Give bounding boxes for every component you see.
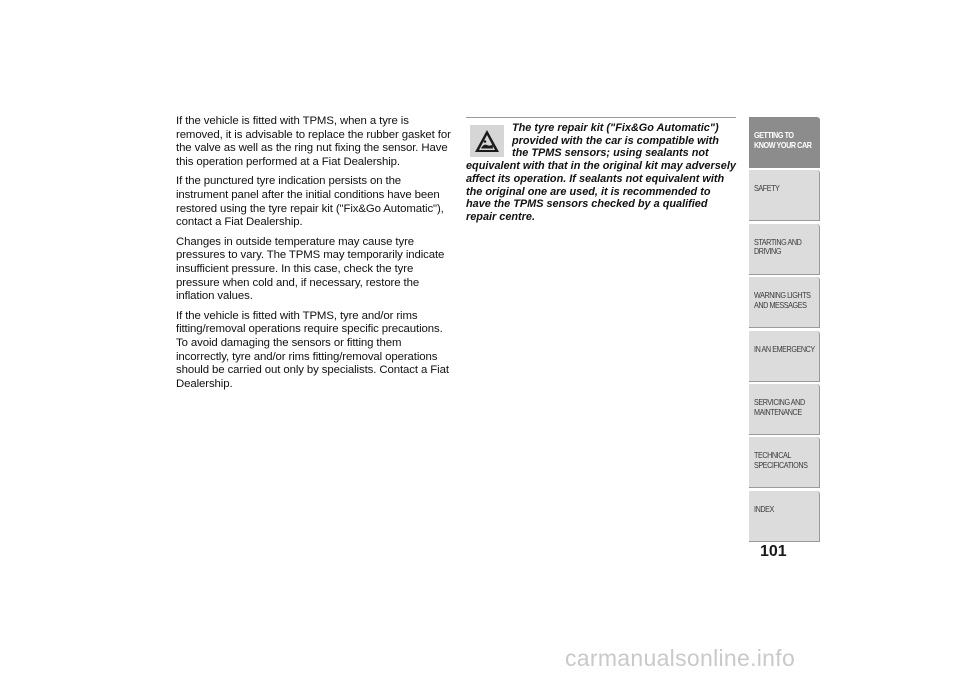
warning-icon-box bbox=[470, 125, 504, 157]
paragraph-fitting-removal: If the vehicle is fitted with TPMS, tyre and/or rims fitting/removal operations require specific precautions. To avoid damaging the sensors or fitting them incorrectly, tyre and/or rims fitting/removal operations should be carried out only by specialists. Contact a Fiat Dealership. bbox=[176, 309, 449, 390]
tab-servicing-and-maintenance[interactable] bbox=[749, 384, 820, 435]
tab-index[interactable] bbox=[749, 491, 820, 542]
tab-label: INDEX bbox=[754, 503, 774, 514]
warning-divider bbox=[466, 117, 736, 118]
tab-label: WARNING LIGHTS AND MESSAGES bbox=[754, 290, 811, 310]
tab-label: SAFETY bbox=[754, 183, 780, 194]
tab-label: TECHNICAL SPECIFICATIONS bbox=[754, 450, 808, 470]
tab-label: GETTING TO KNOW YOUR CAR bbox=[754, 130, 812, 150]
tab-label: SERVICING AND MAINTENANCE bbox=[754, 396, 805, 417]
page-number: 101 bbox=[760, 543, 787, 560]
tab-technical-specifications[interactable] bbox=[749, 437, 820, 488]
paragraph-temperature: Changes in outside temperature may cause tyre pressures to vary. The TPMS may temporarily indicate insufficient pressure. In this case, check the tyre pressure when cold and, if necessary, restore the inflation values. bbox=[176, 235, 445, 303]
section-tabs bbox=[749, 117, 820, 544]
paragraph-puncture-indication: If the punctured tyre indication persists on the instrument panel after the initial conditions have been restored using the tyre repair kit ("Fix&Go Automatic"), contact a Fiat Dealership. bbox=[176, 175, 444, 229]
warning-text: The tyre repair kit ("Fix&Go Automatic") provided with the car is compatible with the TPMS sensors; using sealants not equivalent with that in the original kit may adversely affect its operation. If sealants not equivalent with the original one are used, it is recommended to have the TPMS sensors checked by a qualified repair centre. bbox=[466, 122, 736, 223]
tab-label: STARTING AND DRIVING bbox=[754, 236, 802, 257]
paragraph-gasket: If the vehicle is fitted with TPMS, when a tyre is removed, it is advisable to replace the rubber gasket for the valve as well as the ring nut fixing the sensor. Have this operation performed at a Fiat Dealership. bbox=[176, 115, 451, 168]
tab-getting-to-know-your-car[interactable] bbox=[749, 117, 820, 168]
tab-in-an-emergency[interactable] bbox=[749, 331, 820, 382]
left-text-column bbox=[176, 115, 456, 397]
watermark: carmanualsonline.info bbox=[565, 645, 796, 671]
warning-triangle-icon bbox=[473, 128, 501, 154]
tab-safety[interactable] bbox=[749, 170, 820, 221]
tab-warning-lights[interactable] bbox=[749, 277, 820, 328]
warning-note bbox=[466, 117, 736, 224]
tab-starting-and-driving[interactable] bbox=[749, 224, 820, 275]
tab-label: IN AN EMERGENCY bbox=[754, 343, 815, 354]
